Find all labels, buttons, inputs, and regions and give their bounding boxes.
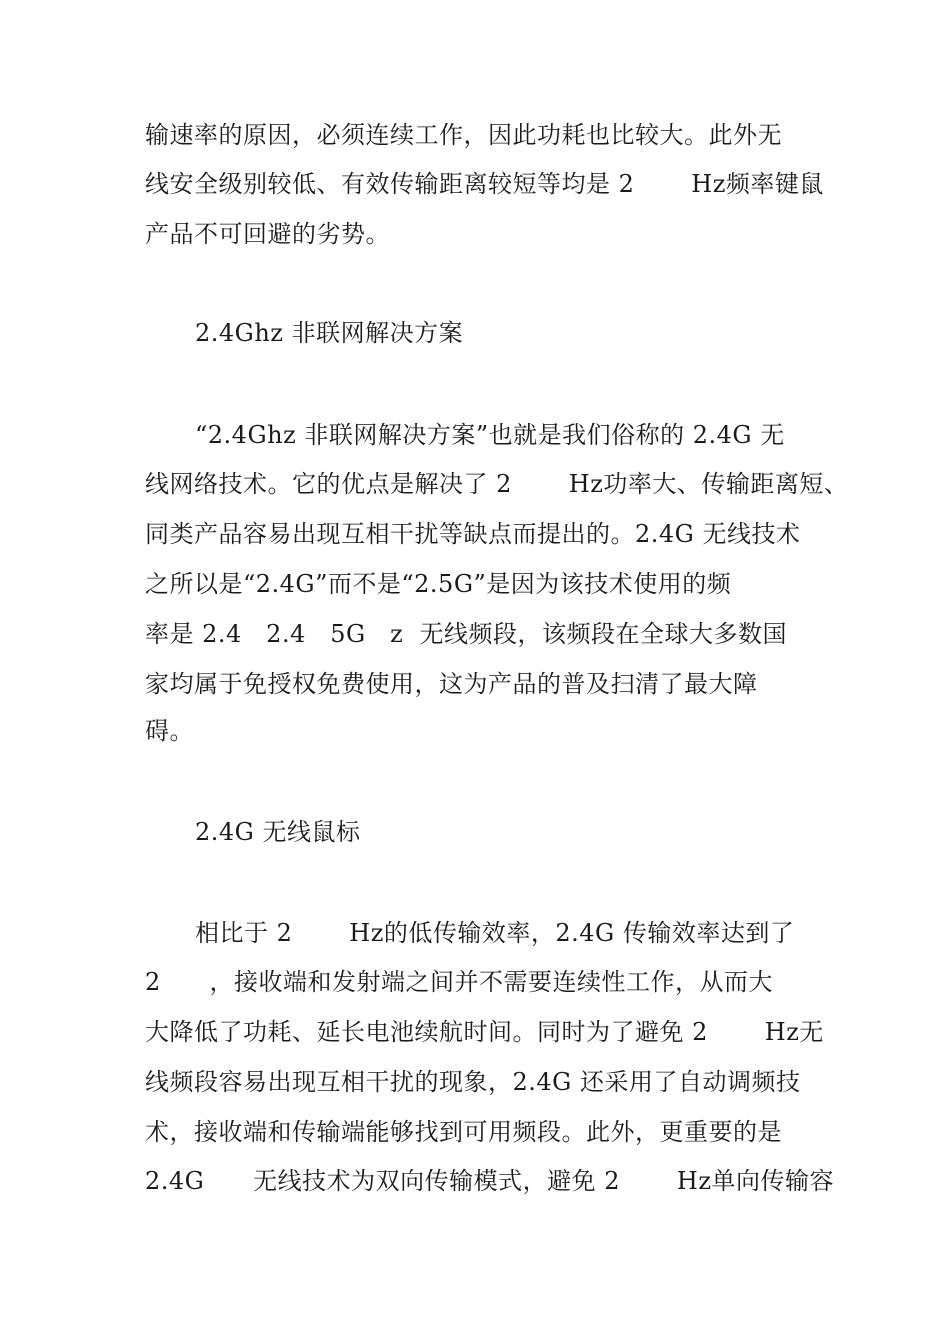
paragraph-1-line-2: 线安全级别较低、有效传输距离较短等均是 2 Hz频率键鼠 xyxy=(145,170,824,198)
section-heading-2-4g-mouse: 2.4G 无线鼠标 xyxy=(195,818,361,846)
paragraph-3-line-3: 大降低了功耗、延长电池续航时间。同时为了避免 2 Hz无 xyxy=(145,1018,824,1046)
paragraph-2-line-1: “2.4Ghz 非联网解决方案”也就是我们俗称的 2.4G 无 xyxy=(195,421,785,449)
paragraph-2-line-4: 之所以是“2.4G”而不是“2.5G”是因为该技术使用的频 xyxy=(145,570,732,598)
section-heading-2-4ghz: 2.4Ghz 非联网解决方案 xyxy=(195,319,464,347)
paragraph-3-line-6: 2.4G 无线技术为双向传输模式，避免 2 Hz单向传输容 xyxy=(145,1167,834,1195)
paragraph-2-line-6: 家均属于免授权免费使用，这为产品的普及扫清了最大障 xyxy=(145,670,758,698)
paragraph-3-line-2: 2 ，接收端和发射端之间并不需要连续性工作，从而大 xyxy=(145,968,774,996)
paragraph-1-line-3: 产品不可回避的劣势。 xyxy=(145,220,390,248)
paragraph-2-line-2: 线网络技术。它的优点是解决了 2 Hz功率大、传输距离短、 xyxy=(145,470,849,498)
paragraph-3-line-5: 术，接收端和传输端能够找到可用频段。此外，更重要的是 xyxy=(145,1118,782,1146)
paragraph-1-line-1: 输速率的原因，必须连续工作，因此功耗也比较大。此外无 xyxy=(145,121,782,149)
paragraph-2-line-7: 碍。 xyxy=(145,717,194,745)
paragraph-2-line-5: 率是 2.4 2.4 5G z 无线频段，该频段在全球大多数国 xyxy=(145,620,787,648)
paragraph-3-line-1: 相比于 2 Hz的低传输效率，2.4G 传输效率达到了 xyxy=(195,919,795,947)
paragraph-2-line-3: 同类产品容易出现互相干扰等缺点而提出的。2.4G 无线技术 xyxy=(145,520,801,548)
paragraph-3-line-4: 线频段容易出现互相干扰的现象，2.4G 还采用了自动调频技 xyxy=(145,1068,801,1096)
